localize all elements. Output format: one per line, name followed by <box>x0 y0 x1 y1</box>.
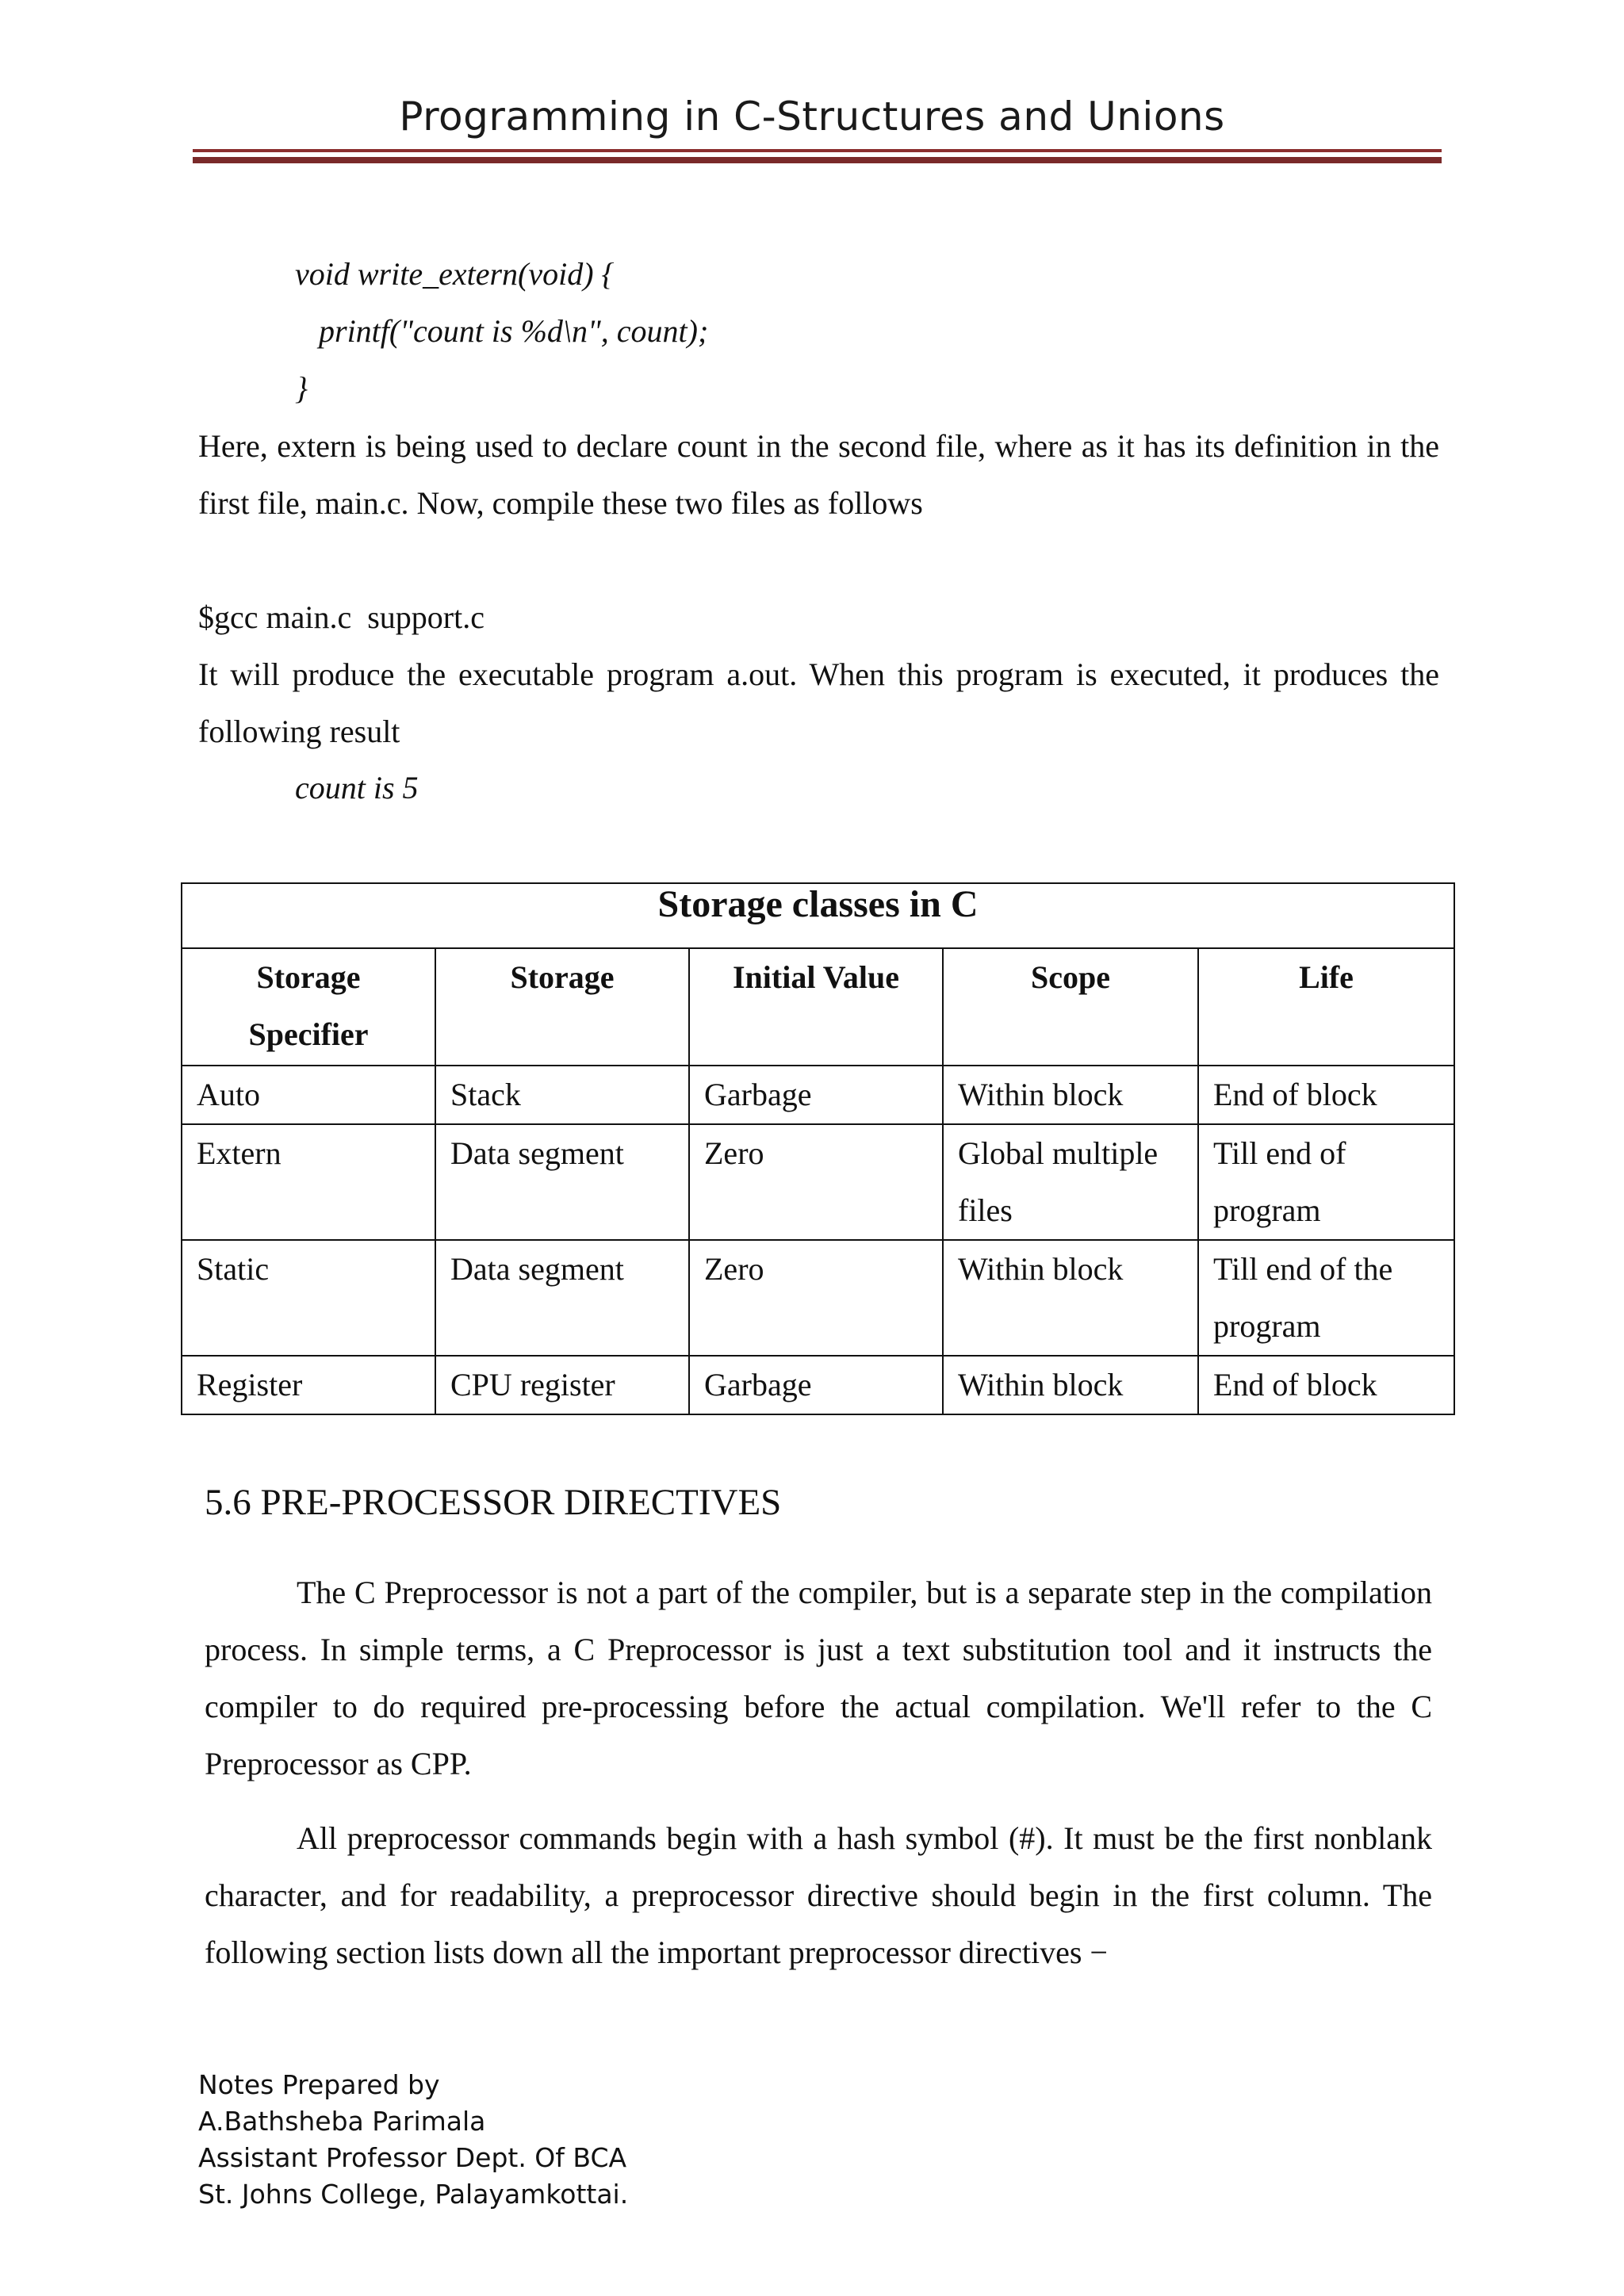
table-cell: Zero <box>689 1240 943 1356</box>
table-cell: Till end of the program <box>1198 1240 1454 1356</box>
table-cell: End of block <box>1198 1066 1454 1124</box>
table-header-cell: Storage Specifier <box>182 948 435 1066</box>
table-cell: Within block <box>943 1240 1198 1356</box>
footer-line: A.Bathsheba Parimala <box>198 2106 486 2137</box>
table-cell: CPU register <box>435 1356 689 1414</box>
code-line-2: printf("count is %d\n", count); <box>319 313 709 349</box>
table-cell: Stack <box>435 1066 689 1124</box>
header-rule-thin <box>193 149 1442 152</box>
table-header-cell: Life <box>1198 948 1454 1066</box>
table-cell: Data segment <box>435 1124 689 1240</box>
result-output: count is 5 <box>295 770 419 806</box>
table-row <box>182 1240 1454 1356</box>
table-cell: Static <box>182 1240 435 1356</box>
table-cell: Within block <box>943 1356 1198 1414</box>
footer-line: Assistant Professor Dept. Of BCA <box>198 2142 627 2173</box>
table-header-cell: Storage <box>435 948 689 1066</box>
paragraph-result: It will produce the executable program a.out. When this program is executed, it produces the following result <box>198 656 1439 749</box>
table-row <box>182 1066 1454 1124</box>
storage-classes-table <box>181 882 1455 1415</box>
table-cell: Zero <box>689 1124 943 1240</box>
table-cell: Data segment <box>435 1240 689 1356</box>
table-cell: Garbage <box>689 1356 943 1414</box>
table-cell: Auto <box>182 1066 435 1124</box>
footer-line: St. Johns College, Palayamkottai. <box>198 2179 629 2210</box>
table-cell: Extern <box>182 1124 435 1240</box>
table-cell: Within block <box>943 1066 1198 1124</box>
footer-line: Notes Prepared by <box>198 2069 440 2100</box>
header-rule-thick <box>193 157 1442 163</box>
table-cell: Register <box>182 1356 435 1414</box>
table-caption: Storage classes in C <box>182 883 1454 948</box>
table-header-cell: Scope <box>943 948 1198 1066</box>
code-line-1: void write_extern(void) { <box>295 256 615 292</box>
paragraph-preprocessor-2: All preprocessor commands begin with a hash symbol (#). It must be the first nonblank character, and for readability, a preprocessor directive should begin in the first column. The following section lists down all the important preprocessor directives − <box>205 1820 1432 1970</box>
table-row <box>182 1124 1454 1240</box>
table-cell: Global multiple files <box>943 1124 1198 1240</box>
table-header-cell: Initial Value <box>689 948 943 1066</box>
table-cell: Garbage <box>689 1066 943 1124</box>
section-heading: 5.6 PRE-PROCESSOR DIRECTIVES <box>205 1482 782 1523</box>
page-header-title: Programming in C-Structures and Unions <box>399 94 1225 140</box>
compile-command: $gcc main.c support.c <box>198 599 485 635</box>
paragraph-preprocessor-1: The C Preprocessor is not a part of the compiler, but is a separate step in the compilation process. In simple terms, a C Preprocessor is just a text substitution tool and it instructs the compiler to do required pre-processing before the actual compilation. We'll refer to the C Preprocessor as CPP. <box>205 1575 1432 1781</box>
table-row <box>182 1356 1454 1414</box>
footer-notes <box>198 2067 628 2213</box>
code-line-3: } <box>295 370 308 406</box>
table-cell: End of block <box>1198 1356 1454 1414</box>
paragraph-extern: Here, extern is being used to declare count in the second file, where as it has its definition in the first file, main.c. Now, compile these two files as follows <box>198 428 1439 521</box>
table-cell: Till end of program <box>1198 1124 1454 1240</box>
